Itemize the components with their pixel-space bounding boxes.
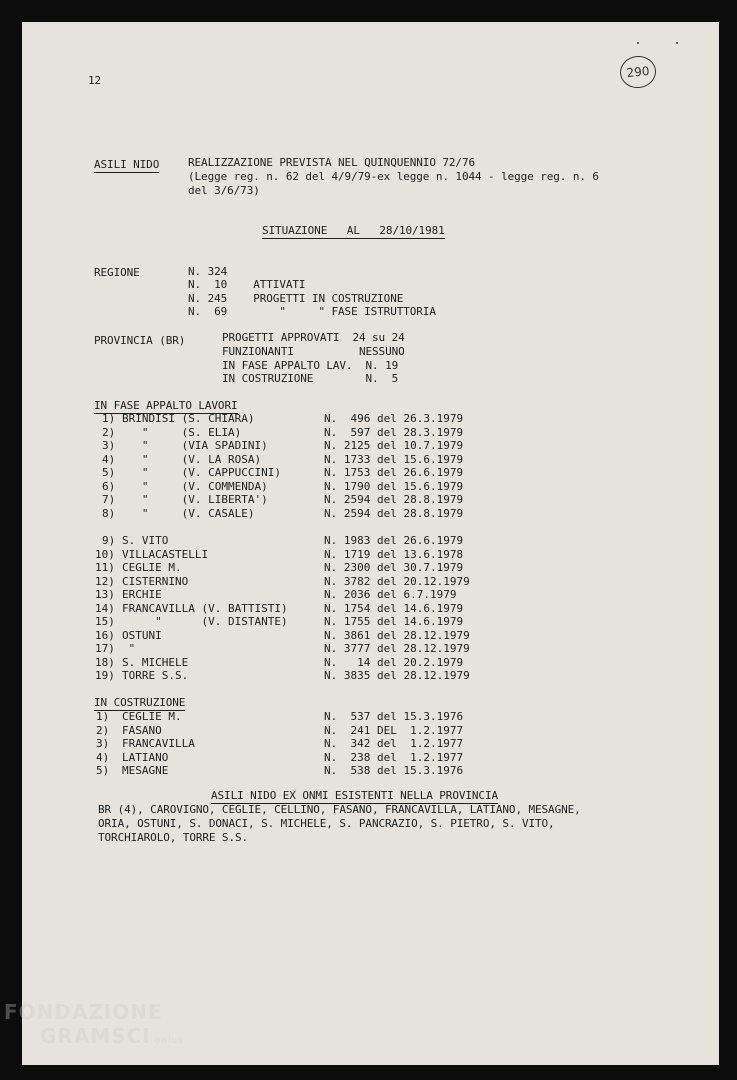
costruzione-title: IN COSTRUZIONE [94, 696, 186, 709]
regione-line: N. 10 ATTIVATI [188, 278, 306, 291]
list-item: 5) " (V. CAPPUCCINI) N. 1753 del 26.6.1979 [102, 466, 464, 479]
onmi-line-2: ORIA, OSTUNI, S. DONACI, S. MICHELE, S. PANCRAZIO, S. PIETRO, S. VITO, [98, 817, 555, 830]
mark-dot [676, 42, 678, 44]
list-item: 2) FASANO N. 241 DEL 1.2.1977 [96, 723, 464, 737]
document-page [22, 22, 719, 1065]
header-line-1: REALIZZAZIONE PREVISTA NEL QUINQUENNIO 72/76 [188, 156, 475, 169]
list-item: 3) FRANCAVILLA N. 342 del 1.2.1977 [96, 737, 464, 750]
header-line-2: (Legge reg. n. 62 del 4/9/79-ex legge n. 1044 - legge reg. n. 6 [188, 170, 599, 183]
regione-line: N. 245 PROGETTI IN COSTRUZIONE [188, 292, 404, 305]
provincia-line: FUNZIONANTI NESSUNO [222, 345, 405, 358]
watermark-line-1: FONDAZIONE [4, 1000, 163, 1024]
list-item: 10) VILLACASTELLI N. 1719 del 13.6.1978 [95, 547, 464, 561]
list-item: 19) TORRE S.S. N. 3835 del 28.12.1979 [95, 669, 470, 682]
list-item: 5) MESAGNE N. 538 del 15.3.1976 [96, 764, 464, 777]
watermark-logo [4, 1000, 184, 1053]
header-label: ASILI NIDO [94, 158, 160, 171]
provincia-line: IN COSTRUZIONE N. 5 [222, 372, 399, 385]
provincia-line: IN FASE APPALTO LAV. N. 19 [222, 359, 399, 372]
header-line-3: del 3/6/73) [188, 184, 260, 197]
onmi-line-3: TORCHIAROLO, TORRE S.S. [98, 831, 249, 844]
list-item: 12) CISTERNINO N. 3782 del 20.12.1979 [95, 574, 470, 588]
list-item: 7) " (V. LIBERTA') N. 2594 del 28.8.1979 [102, 493, 464, 506]
list-item: 15) " (V. DISTANTE) N. 1755 del 14.6.1979 [95, 615, 464, 628]
provincia-line: PROGETTI APPROVATI 24 su 24 [222, 331, 405, 344]
appalto-title: IN FASE APPALTO LAVORI [94, 399, 238, 412]
appalto-list-1 [94, 412, 514, 520]
list-item: 4) LATIANO N. 238 del 1.2.1977 [96, 750, 464, 764]
list-item: 8) " (V. CASALE) N. 2594 del 28.8.1979 [102, 506, 464, 520]
situation-heading: SITUAZIONE AL 28/10/1981 [262, 224, 445, 237]
list-item: 11) CEGLIE M. N. 2300 del 30.7.1979 [95, 561, 464, 574]
list-item: 3) " (VIA SPADINI) N. 2125 del 10.7.1979 [102, 439, 464, 452]
list-item: 1) BRINDISI (S. CHIARA) N. 496 del 26.3.1979 [102, 412, 464, 425]
onmi-line-1: BR (4), CAROVIGNO, CEGLIE, CELLINO, FASANO, FRANCAVILLA, LATIANO, MESAGNE, [98, 803, 581, 816]
list-item: 17) " N. 3777 del 28.12.1979 [95, 642, 470, 655]
list-item: 13) ERCHIE N. 2036 del 6.7.1979 [95, 588, 457, 601]
provincia-label: PROVINCIA (BR) [94, 334, 186, 347]
watermark-sub: onlus [154, 1036, 184, 1046]
page-number: 12 [88, 74, 102, 87]
list-item: 18) S. MICHELE N. 14 del 20.2.1979 [95, 655, 464, 669]
costruzione-list [94, 710, 514, 778]
regione-label: REGIONE [94, 266, 140, 279]
appalto-list-2 [94, 534, 514, 683]
mark-dot [637, 42, 639, 44]
list-item: 2) " (S. ELIA) N. 597 del 28.3.1979 [102, 425, 464, 439]
list-item: 1) CEGLIE M. N. 537 del 15.3.1976 [96, 710, 464, 723]
list-item: 4) " (V. LA ROSA) N. 1733 del 15.6.1979 [102, 452, 464, 466]
list-item: 6) " (V. COMMENDA) N. 1790 del 15.6.1979 [102, 479, 464, 493]
onmi-title: ASILI NIDO EX ONMI ESISTENTI NELLA PROVINCIA [211, 789, 498, 802]
list-item: 16) OSTUNI N. 3861 del 28.12.1979 [95, 628, 470, 642]
regione-line: N. 69 " " FASE ISTRUTTORIA [188, 305, 436, 318]
regione-line: N. 324 [188, 265, 228, 278]
archive-stamp: 290 [618, 54, 657, 90]
watermark-line-2: GRAMSCI [40, 1024, 151, 1048]
list-item: 14) FRANCAVILLA (V. BATTISTI) N. 1754 del 14.6.1979 [95, 601, 464, 615]
list-item: 9) S. VITO N. 1983 del 26.6.1979 [102, 534, 464, 547]
